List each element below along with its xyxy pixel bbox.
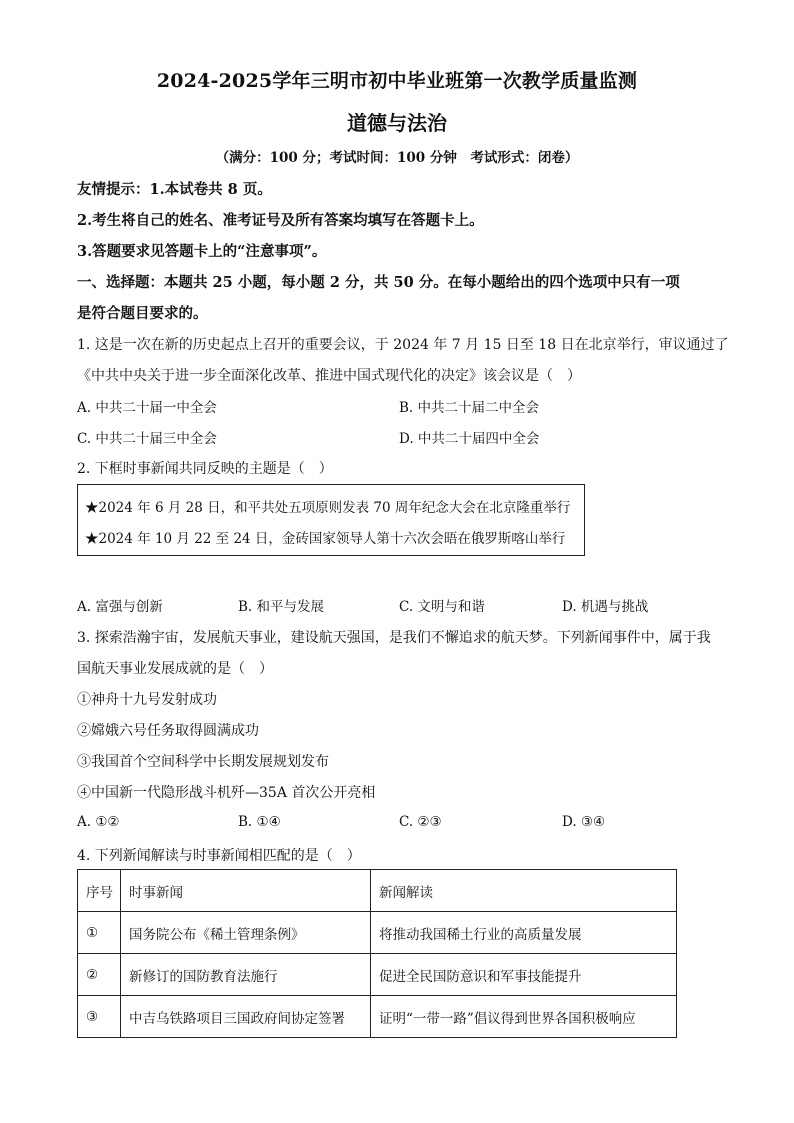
- q2-news-item-1: ★2024 年 6 月 28 日，和平共处五项原则发表 70 周年纪念大会在北京隆重举行: [85, 500, 571, 516]
- table-cell: 国务院公布《稀土管理条例》: [121, 912, 371, 954]
- exam-title: 2024-2025学年三明市初中毕业班第一次教学质量监测: [156, 70, 638, 92]
- table-header-row: [78, 870, 677, 912]
- q1-stem-line2: 《中共中央关于进一步全面深化改革、推进中国式现代化的决定》该会议是（ ）: [77, 368, 581, 384]
- q1-option-c: C. 中共二十届三中全会: [77, 431, 217, 447]
- q1-option-a: A. 中共二十届一中全会: [77, 400, 217, 416]
- q3-item-2: ②嫦娥六号任务取得圆满成功: [77, 723, 259, 739]
- subject-title: 道德与法治: [347, 111, 447, 135]
- q2-news-item-2: ★2024 年 10 月 22 至 24 日，金砖国家领导人第十六次会晤在俄罗斯喀山举行: [85, 531, 566, 547]
- q2-option-b: B. 和平与发展: [238, 599, 325, 615]
- q2-stem: 2. 下框时事新闻共同反映的主题是（ ）: [77, 461, 333, 477]
- table-cell: 将推动我国稀土行业的高质量发展: [371, 912, 677, 954]
- table-header-cell: 序号: [78, 870, 121, 912]
- tip-3: 3.答题要求见答题卡上的“注意事项”。: [77, 243, 327, 260]
- q3-option-b: B. ①④: [238, 814, 281, 830]
- table-header-cell: 时事新闻: [121, 870, 371, 912]
- q3-stem-line1: 3. 探索浩瀚宇宙，发展航天事业，建设航天强国，是我们不懈追求的航天梦。下列新闻事件中，属于我: [77, 630, 711, 646]
- q2-news-box: [77, 484, 585, 556]
- section-heading-line1: 一、选择题：本题共 25 小题，每小题 2 分，共 50 分。在每小题给出的四个选项中只有一项: [77, 274, 680, 291]
- table-cell: 中吉乌铁路项目三国政府间协定签署: [121, 996, 371, 1038]
- q2-option-a: A. 富强与创新: [77, 599, 163, 615]
- section-heading-line2: 是符合题目要求的。: [77, 305, 208, 322]
- table-row: [78, 996, 677, 1038]
- table-cell: ①: [78, 912, 121, 954]
- table-row: [78, 912, 677, 954]
- exam-info: （满分：100 分；考试时间：100 分钟 考试形式：闭卷）: [215, 150, 579, 166]
- q2-option-d: D. 机遇与挑战: [562, 599, 649, 615]
- q1-option-d: D. 中共二十届四中全会: [399, 431, 540, 447]
- table-cell: 促进全民国防意识和军事技能提升: [371, 954, 677, 996]
- q3-item-4: ④中国新一代隐形战斗机歼—35A 首次公开亮相: [77, 785, 376, 801]
- tip-2: 2.考生将自己的姓名、准考证号及所有答案均填写在答题卡上。: [77, 212, 484, 229]
- q3-item-1: ①神舟十九号发射成功: [77, 692, 217, 708]
- q1-option-b: B. 中共二十届二中全会: [399, 400, 540, 416]
- q4-stem: 4. 下列新闻解读与时事新闻相匹配的是（ ）: [77, 848, 361, 864]
- table-cell: 证明“一带一路”倡议得到世界各国积极响应: [371, 996, 677, 1038]
- table-cell: ③: [78, 996, 121, 1038]
- q3-stem-line2: 国航天事业发展成就的是（ ）: [77, 661, 273, 677]
- tip-1: 友情提示：1.本试卷共 8 页。: [77, 181, 272, 198]
- q3-option-d: D. ③④: [562, 814, 606, 830]
- table-cell: 新修订的国防教育法施行: [121, 954, 371, 996]
- q3-option-c: C. ②③: [399, 814, 442, 830]
- table-header-cell: 新闻解读: [371, 870, 677, 912]
- q2-option-c: C. 文明与和谐: [399, 599, 485, 615]
- table-row: [78, 954, 677, 996]
- q1-stem-line1: 1. 这是一次在新的历史起点上召开的重要会议，于 2024 年 7 月 15 日至 18 日在北京举行，审议通过了: [77, 337, 729, 353]
- q3-item-3: ③我国首个空间科学中长期发展规划发布: [77, 754, 329, 770]
- q4-news-table: [77, 869, 677, 1038]
- q3-option-a: A. ①②: [77, 814, 120, 830]
- table-cell: ②: [78, 954, 121, 996]
